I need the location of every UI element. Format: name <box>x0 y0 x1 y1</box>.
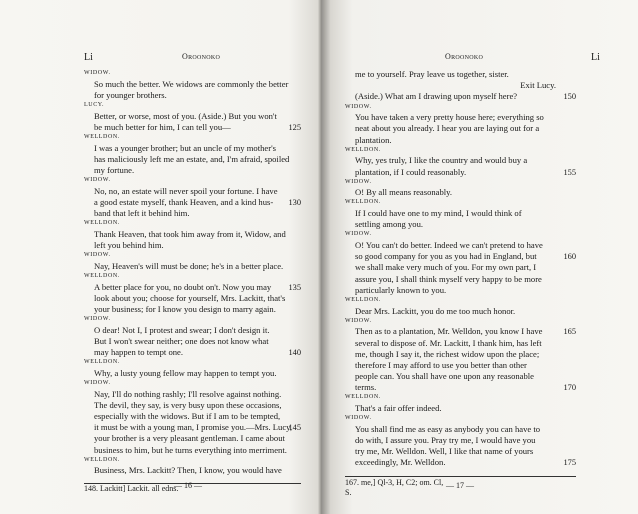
line-number: 160 <box>563 252 576 262</box>
dialogue-line <box>84 229 301 240</box>
speaker-name <box>345 198 576 208</box>
line-text: The devil, they say, is very busy upon these occasions, <box>94 399 282 410</box>
line-text: a good estate myself, thank Heaven, and a kind hus- <box>94 196 274 207</box>
line-text: WELLDON. <box>84 359 120 366</box>
dialogue-line <box>345 349 576 360</box>
dialogue-line <box>84 261 301 272</box>
line-text: band that left it behind him. <box>94 208 190 219</box>
line-text: Nay, I'll do nothing rashly; I'll resolve against nothing. <box>94 388 282 399</box>
speaker-name <box>84 379 301 389</box>
speaker-name <box>345 230 576 240</box>
dialogue-line <box>84 465 301 476</box>
line-number: 170 <box>563 383 576 393</box>
dialogue-line <box>84 325 301 336</box>
speaker-name <box>345 146 576 156</box>
line-number: 150 <box>563 92 576 102</box>
left-folio: — 16 — <box>174 481 202 490</box>
dialogue-line <box>84 389 301 400</box>
line-text: so good company for you as you had in England, but <box>355 251 537 262</box>
line-text: WIDOW. <box>345 415 372 422</box>
left-act-scene: Li <box>84 52 93 63</box>
line-text: So much the better. We widows are commonly the better <box>94 78 289 89</box>
speaker-name <box>84 133 301 143</box>
line-text: business to him, but he turns everything into merriment. <box>94 444 287 455</box>
dialogue-line <box>345 360 576 371</box>
dialogue-line <box>345 219 576 230</box>
dialogue-line <box>345 123 576 134</box>
line-text: assure you, I shall think myself very happy to be more <box>355 273 542 284</box>
dialogue-line <box>84 186 301 197</box>
dialogue-line <box>345 338 576 349</box>
dialogue-line <box>84 282 301 293</box>
dialogue-line <box>84 304 301 315</box>
line-text: WIDOW. <box>345 317 372 324</box>
line-text: WELLDON. <box>84 456 120 463</box>
right-running-title: Oroonoko <box>445 52 484 61</box>
dialogue-line <box>84 197 301 208</box>
line-text: O! You can't do better. Indeed we can't pretend to have <box>355 240 543 251</box>
line-text: If I could have one to my mind, I would think of <box>355 208 522 219</box>
line-number: 175 <box>563 458 576 468</box>
line-text: WIDOW. <box>84 252 111 259</box>
line-text: has maliciously left me an estate, and, I'm afraid, spoiled <box>94 153 290 164</box>
line-number: 140 <box>288 348 301 358</box>
line-text: may happen to tempt one. <box>94 347 184 358</box>
line-text: You have taken a very pretty house here; everything so <box>355 112 544 123</box>
dialogue-line <box>345 91 576 102</box>
dialogue-line <box>84 90 301 101</box>
line-text: my fortune. <box>94 164 135 175</box>
line-text: do with, I assure you. Pray try me, I would have you <box>355 435 536 446</box>
speaker-name <box>345 393 576 403</box>
line-text: WELLDON. <box>345 146 381 153</box>
line-text: WELLDON. <box>345 394 381 401</box>
line-text: WIDOW. <box>84 177 111 184</box>
dialogue-line <box>84 336 301 347</box>
speaker-name <box>84 101 301 111</box>
line-text: left you behind him. <box>94 240 164 251</box>
speaker-name <box>84 456 301 466</box>
dialogue-line <box>84 79 301 90</box>
line-text: it must be with a young man, I promise you.—Mrs. Lucy, <box>94 422 293 433</box>
line-text: be much better for him, I can tell you— <box>94 121 231 132</box>
line-text: your brother is a very pleasant gentleman. I came about <box>94 433 285 444</box>
dialogue-line <box>84 422 301 433</box>
speaker-name <box>345 317 576 327</box>
line-text: several to dispose of. Mr. Lackitt, I thank him, has left <box>355 337 542 348</box>
line-text: for younger brothers. <box>94 89 167 100</box>
line-text: No, no, an estate will never spoil your fortune. I have <box>94 185 278 196</box>
dialogue-line <box>345 403 576 414</box>
dialogue-line <box>345 155 576 166</box>
line-text: settling among you. <box>355 219 424 230</box>
left-running-title: Oroonoko <box>182 52 221 61</box>
line-text: particularly known to you. <box>355 284 447 295</box>
dialogue-line <box>84 111 301 122</box>
line-number: 155 <box>563 167 576 177</box>
speaker-name <box>84 176 301 186</box>
dialogue-line <box>345 167 576 178</box>
line-text: Nay, Heaven's will must be done; he's in a better place. <box>94 260 284 271</box>
line-text: WIDOW. <box>345 103 372 110</box>
line-text: Why, yes truly, I like the country and would buy a <box>355 155 528 166</box>
dialogue-line <box>84 368 301 379</box>
line-text: terms. <box>355 382 377 393</box>
dialogue-line <box>345 240 576 251</box>
dialogue-line <box>84 122 301 133</box>
right-footnote: 167. me,] Ql-3, H, C2; om. Cl, <box>345 478 444 487</box>
dialogue-line <box>345 446 576 457</box>
right-text-block <box>345 69 576 469</box>
line-text: plantation. <box>355 134 392 145</box>
dialogue-line <box>345 382 576 393</box>
dialogue-line <box>84 143 301 154</box>
right-folio: — 17 — <box>446 481 474 490</box>
dialogue-line <box>345 187 576 198</box>
line-text: WIDOW. <box>84 316 111 323</box>
line-text: therefore I may afford to use you better than other <box>355 359 527 370</box>
line-text: A better place for you, no doubt on't. Now you may <box>94 281 272 292</box>
line-text: But I won't swear neither; one does not know what <box>94 335 269 346</box>
dialogue-line <box>84 208 301 219</box>
line-text: WELLDON. <box>345 296 381 303</box>
speaker-name <box>345 103 576 113</box>
line-text: Why, a lusty young fellow may happen to tempt you. <box>94 367 277 378</box>
stage-direction <box>345 80 576 91</box>
dialogue-line <box>84 400 301 411</box>
dialogue-line <box>345 208 576 219</box>
line-text: me, though I say it, the richest widow upon the place; <box>355 348 540 359</box>
left-footnote: 148. Lackitt] Lackit. all edns. <box>84 484 179 493</box>
line-text: That's a fair offer indeed. <box>355 403 442 414</box>
line-text: neat about you already. I hear you are laying out for a <box>355 123 540 134</box>
line-number: 145 <box>288 423 301 433</box>
dialogue-line <box>345 135 576 146</box>
line-number: 125 <box>288 122 301 132</box>
line-text: Business, Mrs. Lackitt? Then, I know, you would have <box>94 465 282 476</box>
line-text: O! By all means reasonably. <box>355 187 453 198</box>
line-text: WELLDON. <box>84 273 120 279</box>
line-number: 135 <box>288 282 301 292</box>
line-text: WELLDON. <box>84 133 120 140</box>
dialogue-line <box>84 240 301 251</box>
dialogue-line <box>84 165 301 176</box>
dialogue-line <box>345 274 576 285</box>
dialogue-line <box>84 347 301 358</box>
line-text: WIDOW. <box>345 178 372 185</box>
dialogue-line <box>345 69 576 80</box>
line-text: LUCY. <box>84 101 105 108</box>
line-text: look about you; choose for yourself, Mrs. Lackitt, that's <box>94 292 286 303</box>
line-text: WIDOW. <box>345 231 372 238</box>
line-number: 165 <box>563 327 576 337</box>
dialogue-line <box>345 251 576 262</box>
line-text: try me, Mr. Welldon. Well, I like that name of yours <box>355 446 534 457</box>
line-text: You shall find me as easy as anybody you can have to <box>355 423 541 434</box>
speaker-name <box>84 69 301 79</box>
line-text: Better, or worse, most of you. (Aside.) But you won't <box>94 110 277 121</box>
speaker-name <box>84 272 301 282</box>
right-act-scene: Li <box>591 52 600 63</box>
dialogue-line <box>84 411 301 422</box>
dialogue-line <box>345 285 576 296</box>
speaker-name <box>84 315 301 325</box>
right-footnote-cont: S. <box>345 488 352 497</box>
dialogue-line <box>84 293 301 304</box>
speaker-name <box>84 219 301 229</box>
dialogue-line <box>345 435 576 446</box>
speaker-name <box>345 414 576 424</box>
line-text: Then as to a plantation, Mr. Welldon, you know I have <box>355 326 543 337</box>
dialogue-line <box>345 457 576 468</box>
dialogue-line <box>345 371 576 382</box>
line-text: WELLDON. <box>345 199 381 206</box>
speaker-name <box>345 296 576 306</box>
line-text: exceedingly, Mr. Welldon. <box>355 457 446 468</box>
dialogue-line <box>345 112 576 123</box>
line-text: we shall make very much of you. For my own part, I <box>355 262 537 273</box>
dialogue-line <box>345 326 576 337</box>
left-text-block <box>84 69 301 477</box>
dialogue-line <box>345 262 576 273</box>
line-text: me to yourself. Pray leave us together, sister. <box>355 69 509 79</box>
line-text: plantation, if I could reasonably. <box>355 166 467 177</box>
line-text: I was a younger brother; but an uncle of my mother's <box>94 142 276 153</box>
line-text: Thank Heaven, that took him away from it, Widow, and <box>94 228 286 239</box>
speaker-name <box>84 358 301 368</box>
line-text: WIDOW. <box>84 70 111 76</box>
dialogue-line <box>84 154 301 165</box>
speaker-name <box>84 251 301 261</box>
line-text: especially with the widows. But if I am to be tempted, <box>94 411 281 422</box>
line-text: people can. You shall have one upon any reasonable <box>355 371 534 382</box>
line-text: Exit Lucy. <box>520 80 556 91</box>
line-text: O dear! Not I, I protest and swear; I don't design it. <box>94 324 270 335</box>
line-text: your business; for I know you design to marry again. <box>94 303 276 314</box>
right-page <box>321 0 638 514</box>
line-text: WELLDON. <box>84 220 120 227</box>
line-text: WIDOW. <box>84 380 111 387</box>
speaker-name <box>345 178 576 188</box>
dialogue-line <box>84 445 301 456</box>
line-text: (Aside.) What am I drawing upon myself here? <box>355 91 518 102</box>
line-number: 130 <box>288 197 301 207</box>
dialogue-line <box>84 433 301 444</box>
line-text: Dear Mrs. Lackitt, you do me too much honor. <box>355 305 516 316</box>
dialogue-line <box>345 306 576 317</box>
dialogue-line <box>345 424 576 435</box>
